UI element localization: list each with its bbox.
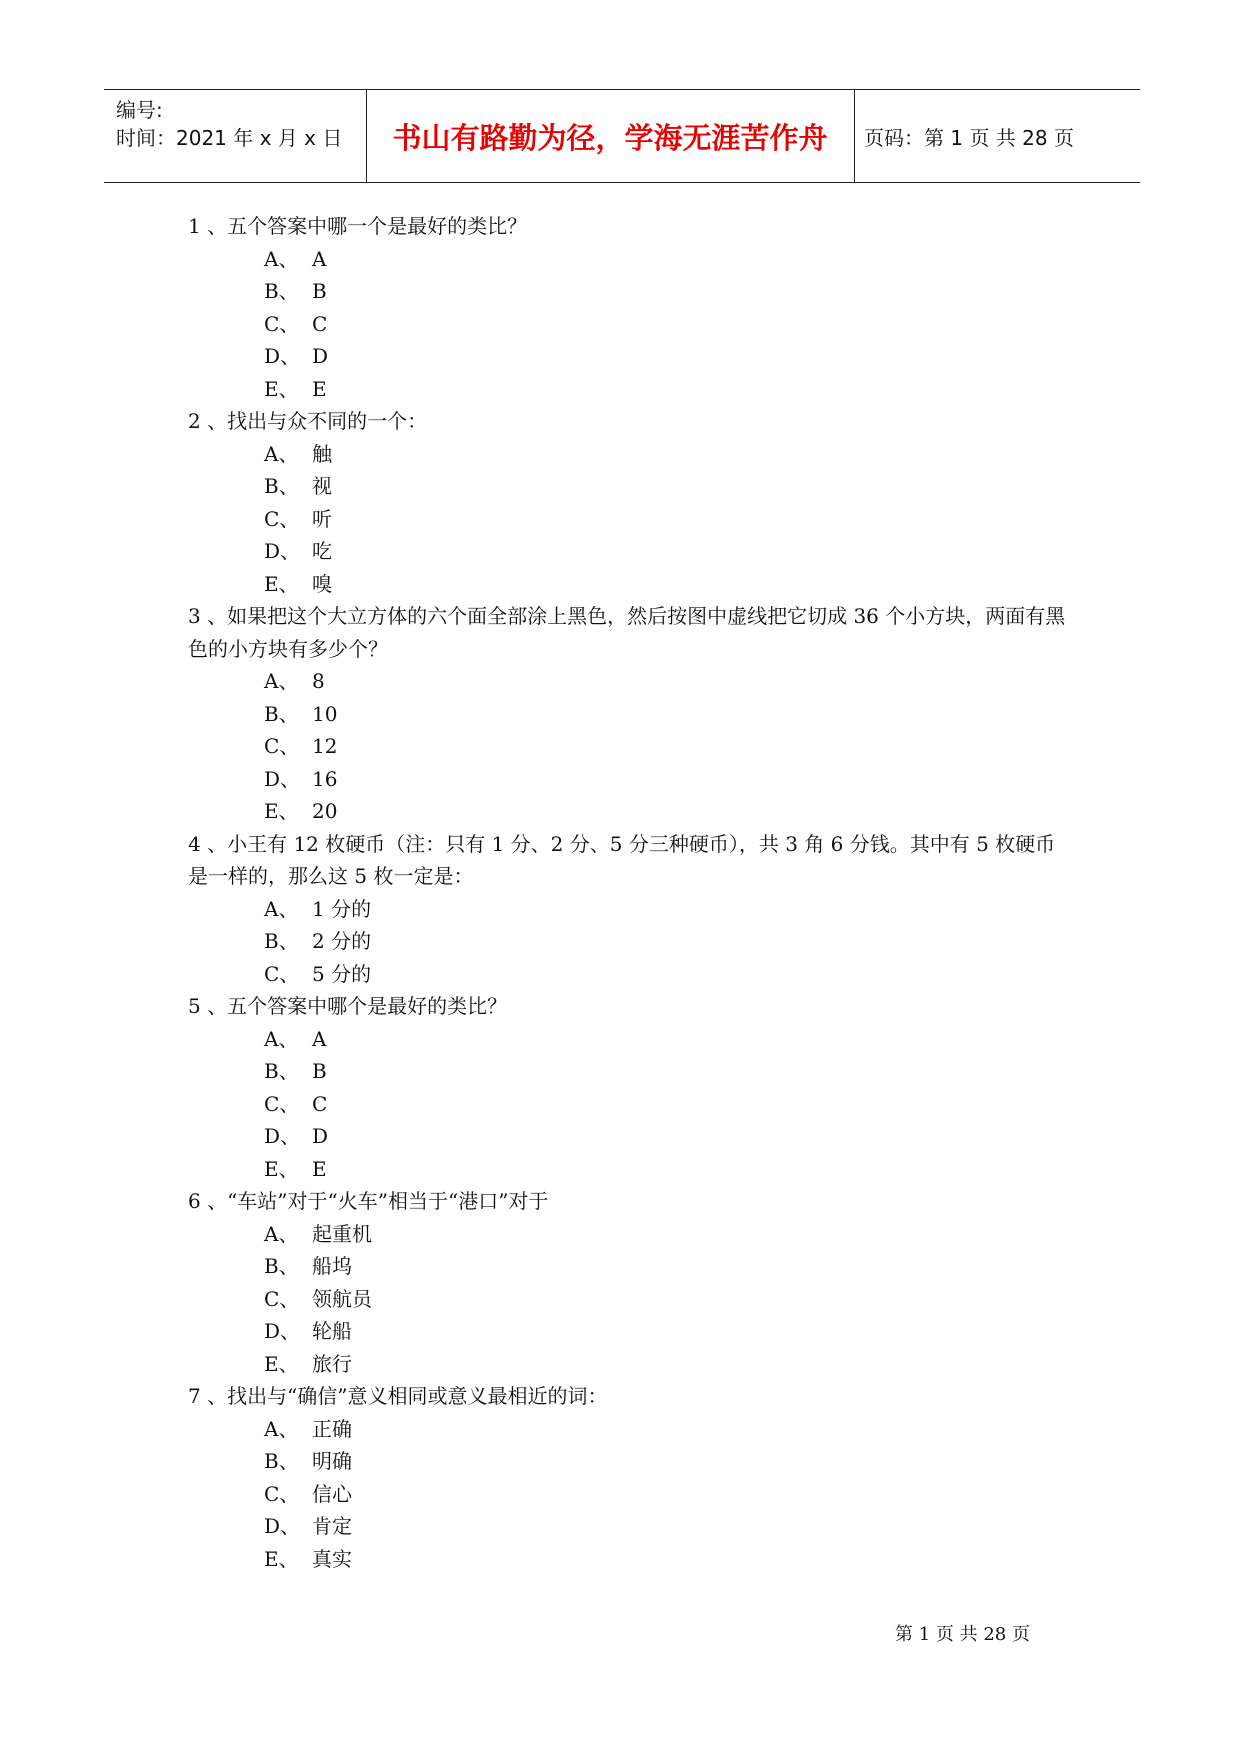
option-letter: B、 <box>264 1449 299 1473</box>
option-text: 16 <box>312 766 338 791</box>
answer-option <box>188 958 1068 991</box>
option-letter: B、 <box>264 474 299 498</box>
option-letter: E、 <box>264 571 299 596</box>
answer-option <box>188 665 1068 698</box>
question-list <box>188 210 1068 1575</box>
question-text: 5 、五个答案中哪个是最好的类比？ <box>188 994 508 1018</box>
answer-option <box>188 1543 1068 1576</box>
answer-option <box>188 763 1068 796</box>
question-text: 2 、找出与众不同的一个： <box>188 409 428 433</box>
option-text: 领航员 <box>312 1286 372 1311</box>
option-letter: B、 <box>264 1254 299 1278</box>
option-letter: D、 <box>264 1514 301 1538</box>
option-text: 12 <box>312 734 338 758</box>
option-text: 5 分的 <box>312 961 372 986</box>
option-letter: E、 <box>264 376 299 401</box>
option-text: 正确 <box>312 1416 352 1441</box>
answer-option <box>188 1510 1068 1543</box>
option-text: 1 分的 <box>312 896 372 921</box>
question-text: 6 、“车站”对于“火车”相当于“港口”对于 <box>188 1189 549 1213</box>
option-letter: B、 <box>264 929 299 953</box>
answer-option <box>188 438 1068 471</box>
option-letter: A、 <box>264 1416 299 1441</box>
option-text: C <box>312 1091 328 1116</box>
option-letter: C、 <box>264 961 300 986</box>
option-letter: A、 <box>264 896 299 921</box>
option-text: 嗅 <box>312 571 332 596</box>
option-letter: D、 <box>264 539 301 563</box>
answer-option <box>188 1023 1068 1056</box>
option-letter: C、 <box>264 311 300 336</box>
header-divider <box>854 90 855 182</box>
option-letter: B、 <box>264 1059 299 1083</box>
option-letter: C、 <box>264 1091 300 1116</box>
option-letter: A、 <box>264 1221 299 1246</box>
option-letter: C、 <box>264 1481 300 1506</box>
answer-option <box>188 1445 1068 1478</box>
option-text: 2 分的 <box>312 929 372 953</box>
answer-option <box>188 1478 1068 1511</box>
option-text: 8 <box>312 669 325 693</box>
option-text: D <box>312 1124 329 1148</box>
option-text: 真实 <box>312 1546 352 1571</box>
option-letter: D、 <box>264 1319 301 1343</box>
option-text: 旅行 <box>312 1351 352 1376</box>
option-letter: E、 <box>264 1156 299 1181</box>
option-text: B <box>312 279 327 303</box>
option-letter: C、 <box>264 506 300 531</box>
option-letter: D、 <box>264 766 301 791</box>
option-text: 触 <box>312 441 332 466</box>
option-text: 肯定 <box>312 1514 352 1538</box>
answer-option <box>188 1218 1068 1251</box>
answer-option <box>188 1283 1068 1316</box>
option-letter: B、 <box>264 701 299 726</box>
option-letter: E、 <box>264 799 299 823</box>
option-letter: D、 <box>264 1124 301 1148</box>
motto: 书山有路勤为径，学海无涯苦作舟 <box>392 120 828 155</box>
answer-option <box>188 470 1068 503</box>
answer-option <box>188 730 1068 763</box>
option-letter: D、 <box>264 344 301 368</box>
answer-option <box>188 795 1068 828</box>
option-text: A <box>312 1026 327 1051</box>
option-letter: C、 <box>264 1286 300 1311</box>
time-label: 时间：2021 年 x 月 x 日 <box>116 126 343 150</box>
answer-option <box>188 1315 1068 1348</box>
option-text: A <box>312 246 327 271</box>
header-table <box>104 89 1140 183</box>
question-text: 3 、如果把这个大立方体的六个面全部涂上黑色，然后按图中虚线把它切成 36 个小方块，两面有黑色的小方块有多少个？ <box>188 604 1066 661</box>
option-text: 起重机 <box>312 1221 372 1246</box>
option-text: 轮船 <box>312 1319 352 1343</box>
answer-option <box>188 1120 1068 1153</box>
answer-option <box>188 1413 1068 1446</box>
answer-option <box>188 1250 1068 1283</box>
question-text: 1 、五个答案中哪一个是最好的类比？ <box>188 214 528 238</box>
answer-option <box>188 535 1068 568</box>
answer-option <box>188 275 1068 308</box>
option-text: 视 <box>312 474 332 498</box>
option-letter: A、 <box>264 441 299 466</box>
option-text: 船坞 <box>312 1254 352 1278</box>
option-text: E <box>312 376 327 401</box>
option-letter: E、 <box>264 1546 299 1571</box>
answer-option <box>188 340 1068 373</box>
option-text: 听 <box>312 506 332 531</box>
option-letter: A、 <box>264 669 299 693</box>
option-text: E <box>312 1156 327 1181</box>
page-info: 页码：第 1 页 共 28 页 <box>864 125 1074 150</box>
option-text: C <box>312 311 328 336</box>
answer-option <box>188 1055 1068 1088</box>
answer-option <box>188 1088 1068 1121</box>
option-letter: A、 <box>264 246 299 271</box>
answer-option <box>188 243 1068 276</box>
answer-option <box>188 373 1068 406</box>
option-letter: A、 <box>264 1026 299 1051</box>
answer-option <box>188 893 1068 926</box>
answer-option <box>188 925 1068 958</box>
option-text: B <box>312 1059 327 1083</box>
number-label: 编号: <box>116 98 163 122</box>
option-letter: E、 <box>264 1351 299 1376</box>
answer-option <box>188 568 1068 601</box>
header-left-cell <box>116 96 342 152</box>
option-letter: C、 <box>264 734 300 758</box>
option-text: 20 <box>312 799 338 823</box>
answer-option <box>188 698 1068 731</box>
answer-option <box>188 308 1068 341</box>
page-footer: 第 1 页 共 28 页 <box>895 1624 1030 1645</box>
option-text: 吃 <box>312 539 332 563</box>
option-text: D <box>312 344 329 368</box>
question-text: 4 、小王有 12 枚硬币（注：只有 1 分、2 分、5 分三种硬币），共 3 角 6 分钱。其中有 5 枚硬币是一样的，那么这 5 枚一定是： <box>188 831 1056 888</box>
option-text: 信心 <box>312 1481 352 1506</box>
option-letter: B、 <box>264 279 299 303</box>
answer-option <box>188 1153 1068 1186</box>
answer-option <box>188 1348 1068 1381</box>
question-text: 7 、找出与“确信”意义相同或意义最相近的词： <box>188 1384 608 1408</box>
option-text: 明确 <box>312 1449 352 1473</box>
answer-option <box>188 503 1068 536</box>
option-text: 10 <box>312 701 338 726</box>
